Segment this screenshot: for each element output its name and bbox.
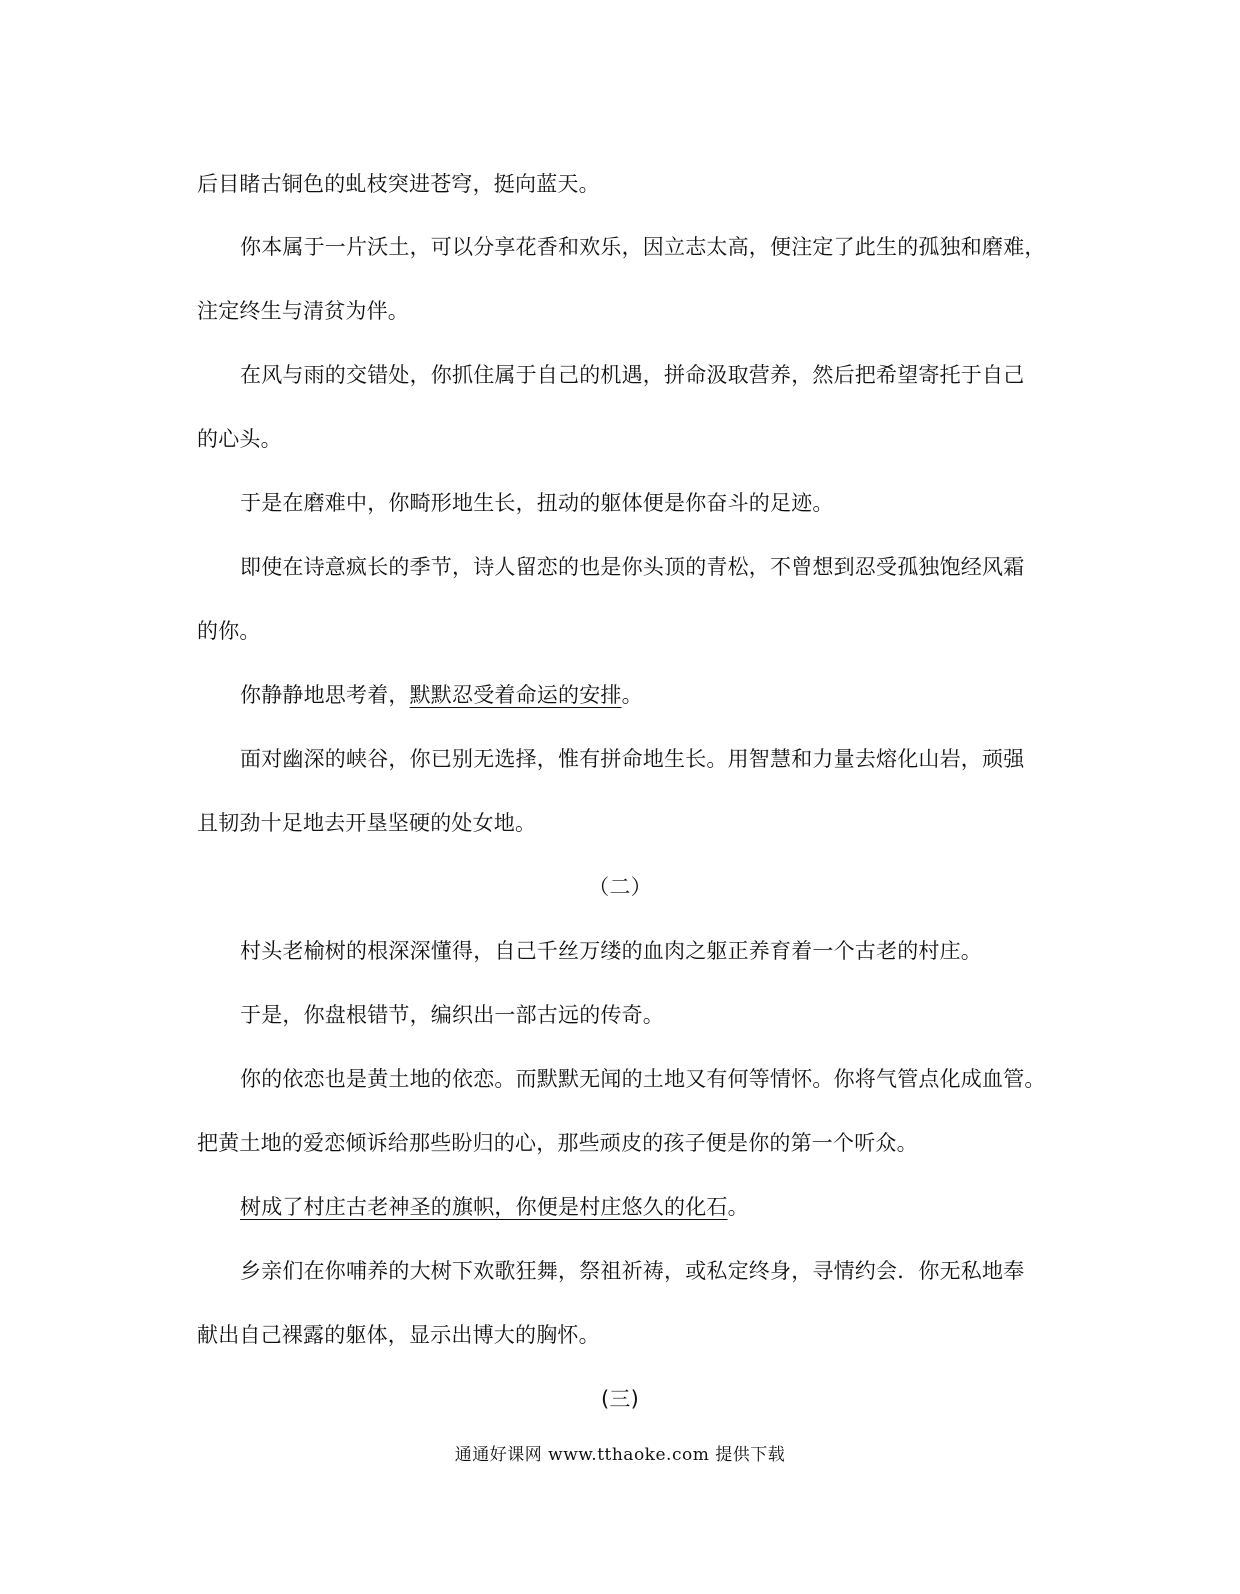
page-footer: 通通好课网 www.tthaoke.com 提供下载 [454, 1445, 786, 1465]
paragraph-line [240, 1193, 1035, 1221]
underlined-text: 树成了村庄古老神圣的旗帜，你便是村庄悠久的化石 [240, 1195, 728, 1219]
paragraph-line: 后目睹古铜色的虬枝突进苍穹，挺向蓝天。 [197, 172, 600, 196]
section-heading: (三) [601, 1387, 639, 1411]
paragraph-line: 你的依恋也是黄土地的依恋。而默默无闻的土地又有何等情怀。你将气管点化成血管。 [240, 1067, 1046, 1091]
paragraph-line: 即使在诗意疯长的季节，诗人留恋的也是你头顶的青松，不曾想到忍受孤独饱经风霜 [240, 555, 1025, 579]
paragraph-line [240, 681, 1035, 709]
underlined-text: 默默忍受着命运的安排 [409, 683, 622, 707]
paragraph-line: 于是，你盘根错节，编织出一部古远的传奇。 [240, 1003, 664, 1027]
paragraph-line: 在风与雨的交错处，你抓住属于自己的机遇，拼命汲取营养，然后把希望寄托于自己 [240, 363, 1025, 387]
section-heading: （二） [588, 875, 652, 899]
paragraph-line: 献出自己裸露的躯体，显示出博大的胸怀。 [197, 1323, 600, 1347]
paragraph-line: 把黄土地的爱恋倾诉给那些盼归的心，那些顽皮的孩子便是你的第一个听众。 [197, 1131, 918, 1155]
paragraph-line: 村头老榆树的根深深懂得，自己千丝万缕的血肉之躯正养育着一个古老的村庄。 [240, 939, 982, 963]
paragraph-line: 面对幽深的峡谷，你已别无选择，惟有拼命地生长。用智慧和力量去熔化山岩，顽强 [240, 747, 1025, 771]
line-text: 。 [727, 1195, 749, 1219]
paragraph-line: 且韧劲十足地去开垦坚硬的处女地。 [197, 811, 537, 835]
paragraph-line: 注定终生与清贫为伴。 [197, 299, 409, 323]
paragraph-line: 于是在磨难中，你畸形地生长，扭动的躯体便是你奋斗的足迹。 [240, 491, 834, 515]
paragraph-line: 乡亲们在你哺养的大树下欢歌狂舞，祭祖祈祷，或私定终身，寻情约会．你无私地奉 [240, 1259, 1025, 1283]
paragraph-line: 你本属于一片沃土，可以分享花香和欢乐，因立志太高，便注定了此生的孤独和磨难， [240, 235, 1046, 259]
line-text: 你静静地思考着， [240, 683, 410, 707]
paragraph-line: 的心头。 [197, 427, 282, 451]
line-text: 。 [621, 683, 643, 707]
paragraph-line: 的你。 [197, 619, 261, 643]
